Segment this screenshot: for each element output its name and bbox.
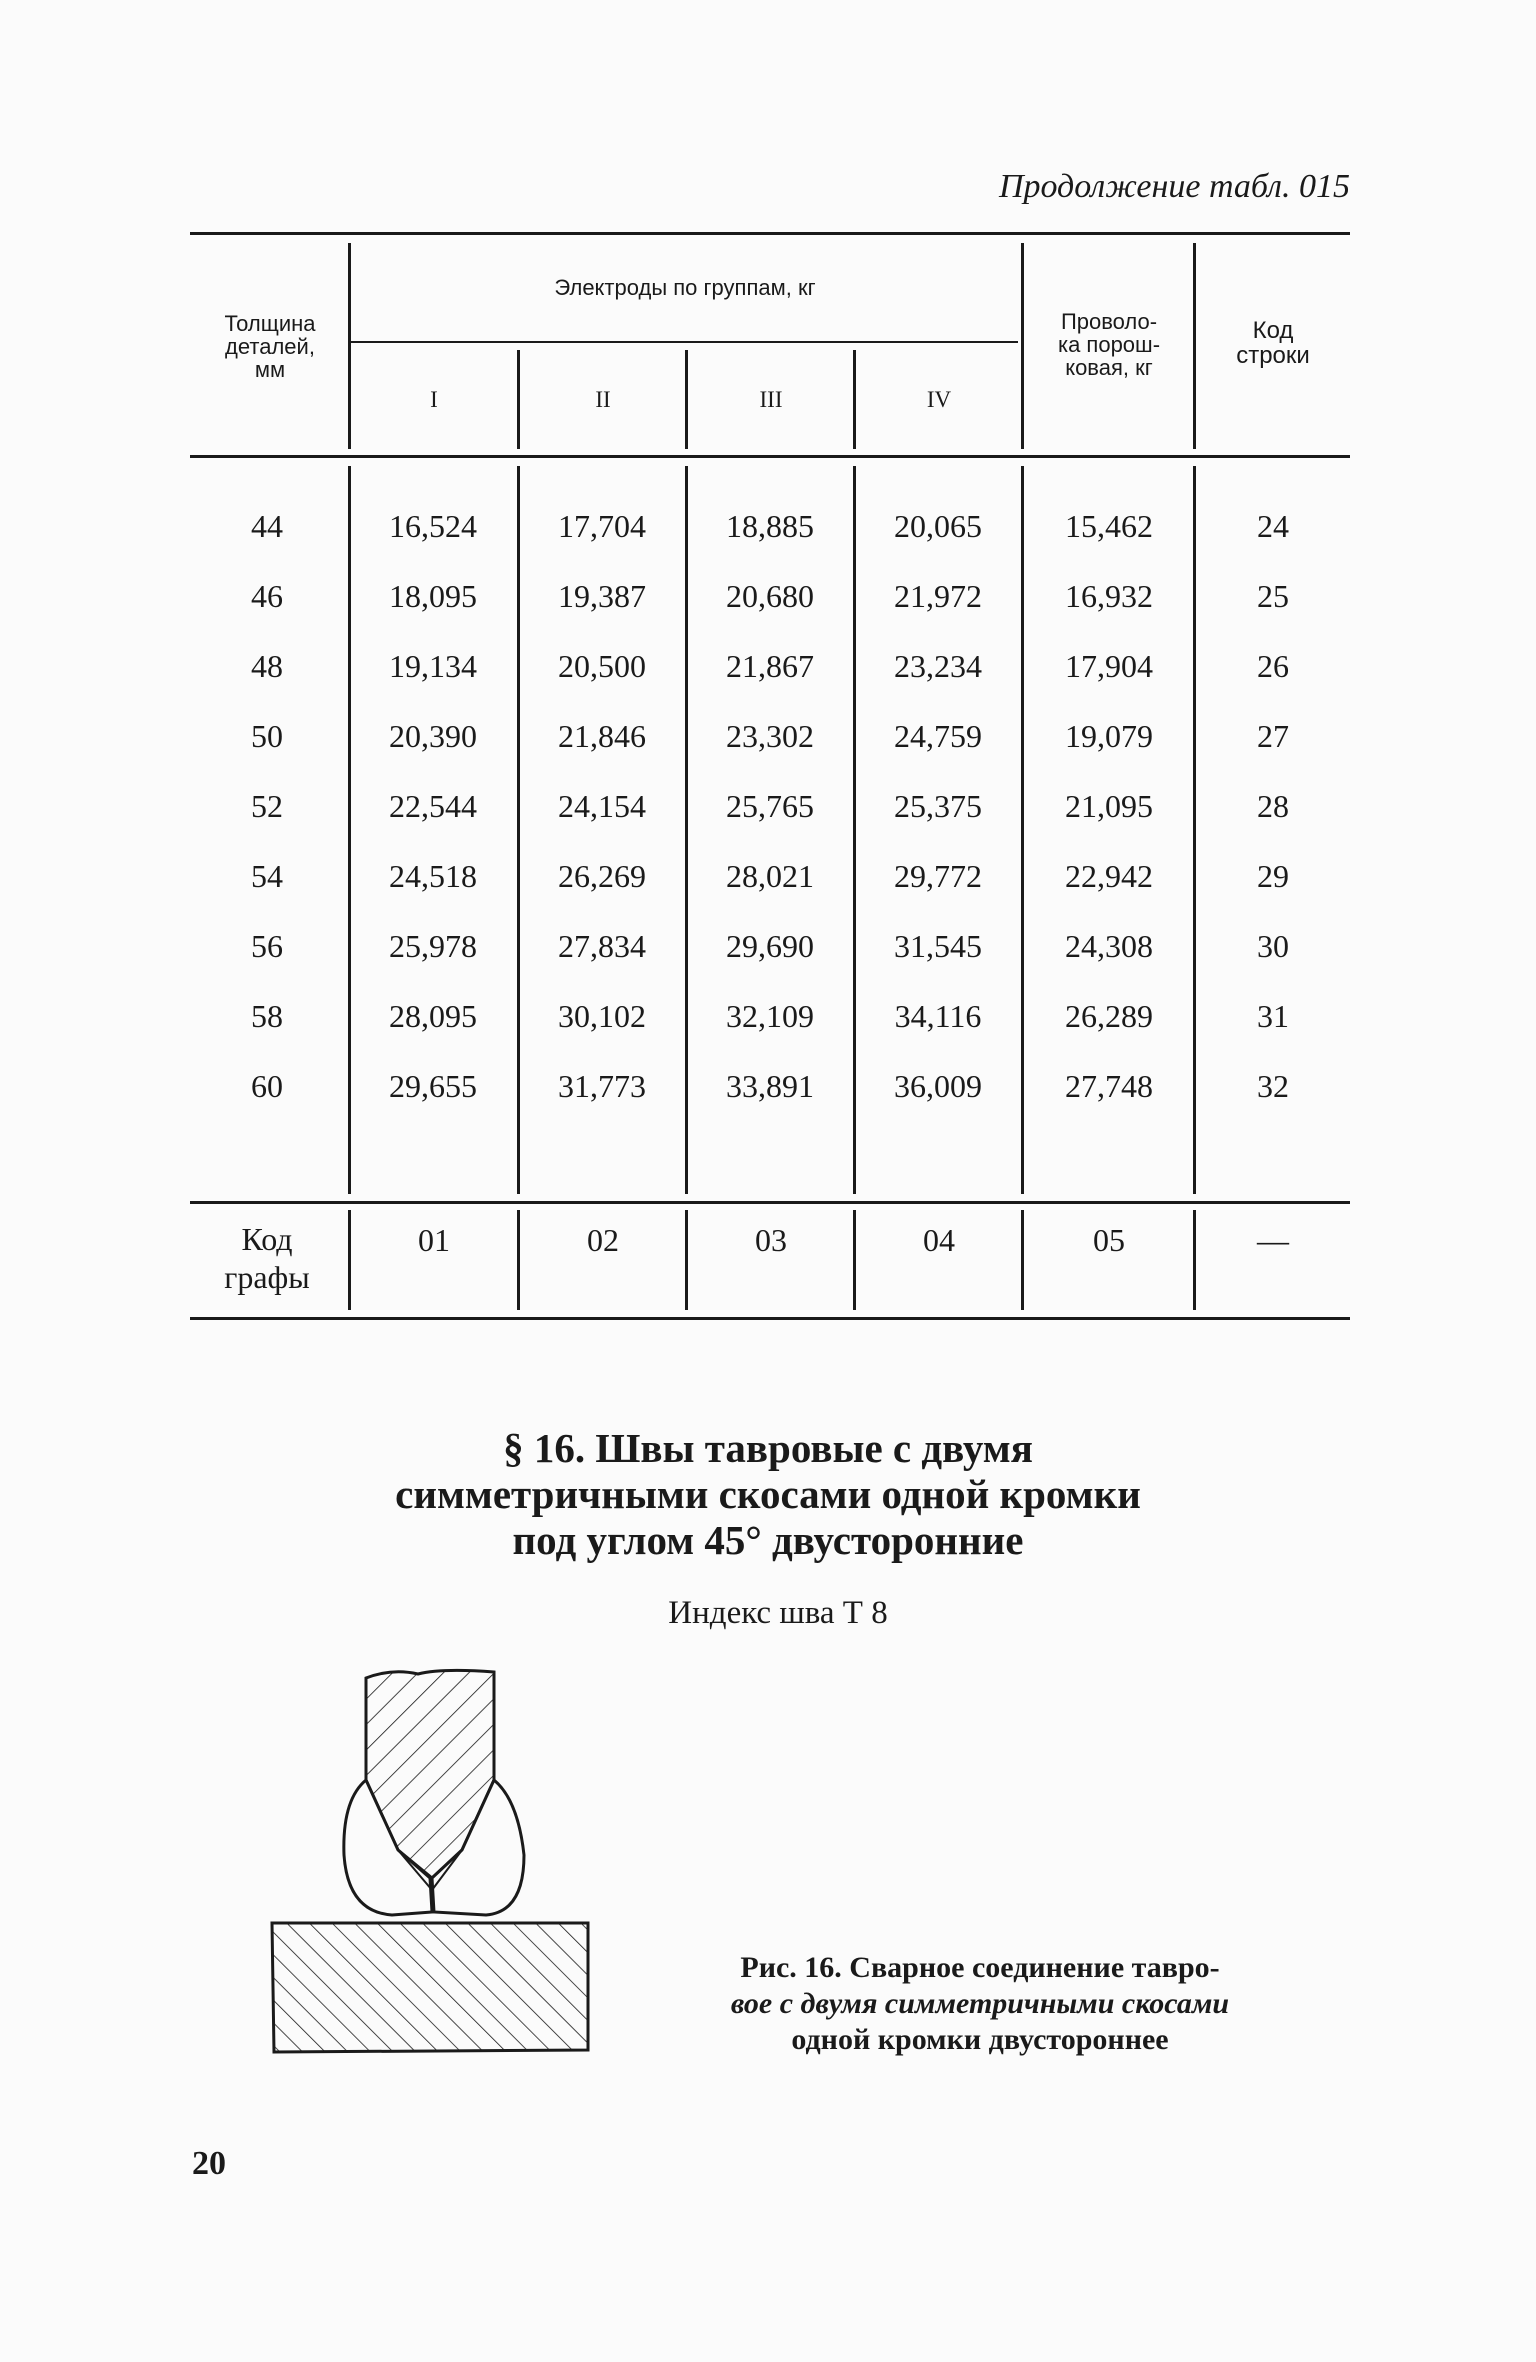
- header-row-code: Код строки: [1236, 317, 1310, 370]
- value-cell: 19,134: [389, 648, 477, 684]
- header-bottom-rule: [190, 455, 1350, 458]
- value-cell: 21,846: [558, 718, 646, 754]
- value-cell: 20,390: [389, 718, 477, 754]
- value-cell: 22,942: [1065, 858, 1153, 894]
- value-cell: 20,500: [558, 648, 646, 684]
- value-cell: 27,748: [1065, 1068, 1153, 1104]
- value-cell: 19,387: [558, 578, 646, 614]
- value-cell: 23,302: [726, 718, 814, 754]
- continuation-label: Продолжение табл. 015: [998, 168, 1350, 205]
- footer-code: 05: [1093, 1222, 1125, 1258]
- value-cell: 22,544: [389, 788, 477, 824]
- value-cell: 16,524: [389, 508, 477, 544]
- section-title-line: под углом 45° двусторонние: [512, 1517, 1024, 1563]
- value-cell: 17,904: [1065, 648, 1153, 684]
- thickness-cell: 56: [251, 928, 283, 964]
- thickness-cell: 60: [251, 1068, 283, 1104]
- value-cell: 26,269: [558, 858, 646, 894]
- value-cell: 32,109: [726, 998, 814, 1034]
- row-code-cell: 31: [1257, 998, 1289, 1034]
- value-cell: 16,932: [1065, 578, 1153, 614]
- row-code-cell: 26: [1257, 648, 1289, 684]
- footer-code: 01: [418, 1222, 450, 1258]
- footer-code: 04: [923, 1222, 955, 1258]
- value-cell: 30,102: [558, 998, 646, 1034]
- header-group-1: I: [430, 387, 438, 412]
- header-thickness: Толщина деталей, мм: [224, 311, 316, 383]
- value-cell: 27,834: [558, 928, 646, 964]
- value-cell: 18,885: [726, 508, 814, 544]
- header-group-3: III: [759, 387, 783, 412]
- value-cell: 20,065: [894, 508, 982, 544]
- header-electrodes: Электроды по группам, кг: [554, 275, 816, 300]
- figure-caption: Рис. 16. Сварное соединение тавро- вое с двумя симметричными скосами одной кромки двустороннее: [730, 1951, 1230, 2056]
- section-title-line: § 16. Швы тавровые с двумя: [503, 1425, 1033, 1471]
- row-code-cell: 32: [1257, 1068, 1289, 1104]
- section-title-line: симметричными скосами одной кромки: [395, 1471, 1141, 1517]
- header-group-4: IV: [926, 387, 952, 412]
- value-cell: 26,289: [1065, 998, 1153, 1034]
- value-cell: 31,545: [894, 928, 982, 964]
- value-cell: 24,518: [389, 858, 477, 894]
- footer-label: Код графы: [224, 1221, 310, 1295]
- value-cell: 15,462: [1065, 508, 1153, 544]
- value-cell: 31,773: [558, 1068, 646, 1104]
- value-cell: 29,772: [894, 858, 982, 894]
- header-wire: Проволо- ка порош- ковая, кг: [1057, 309, 1161, 381]
- thickness-cell: 44: [251, 508, 283, 544]
- weld-joint-figure: [262, 1650, 602, 2060]
- header-group-2: II: [595, 387, 611, 412]
- body-bottom-rule: [190, 1201, 1350, 1204]
- electrodes-sub-rule: [350, 341, 1018, 343]
- value-cell: 28,021: [726, 858, 814, 894]
- value-cell: 18,095: [389, 578, 477, 614]
- row-code-cell: 27: [1257, 718, 1289, 754]
- value-cell: 19,079: [1065, 718, 1153, 754]
- page-number: 20: [192, 2145, 226, 2182]
- thickness-cell: 46: [251, 578, 283, 614]
- value-cell: 21,867: [726, 648, 814, 684]
- value-cell: 25,375: [894, 788, 982, 824]
- value-cell: 21,972: [894, 578, 982, 614]
- thickness-cell: 58: [251, 998, 283, 1034]
- value-cell: 23,234: [894, 648, 982, 684]
- value-cell: 34,116: [894, 998, 982, 1034]
- row-code-cell: 29: [1257, 858, 1289, 894]
- col-divider: [348, 243, 351, 449]
- table-bottom-rule: [190, 1317, 1350, 1320]
- thickness-cell: 52: [251, 788, 283, 824]
- footer-code: 03: [755, 1222, 787, 1258]
- value-cell: 20,680: [726, 578, 814, 614]
- row-code-cell: 28: [1257, 788, 1289, 824]
- row-code-cell: 30: [1257, 928, 1289, 964]
- value-cell: 24,759: [894, 718, 982, 754]
- value-cell: 17,704: [558, 508, 646, 544]
- value-cell: 25,765: [726, 788, 814, 824]
- value-cell: 33,891: [726, 1068, 814, 1104]
- value-cell: 29,690: [726, 928, 814, 964]
- value-cell: 29,655: [389, 1068, 477, 1104]
- value-cell: 36,009: [894, 1068, 982, 1104]
- thickness-cell: 48: [251, 648, 283, 684]
- value-cell: 24,308: [1065, 928, 1153, 964]
- footer-code: 02: [587, 1222, 619, 1258]
- thickness-cell: 54: [251, 858, 283, 894]
- value-cell: 21,095: [1065, 788, 1153, 824]
- base-plate: [272, 1923, 588, 2052]
- row-code-cell: 25: [1257, 578, 1289, 614]
- value-cell: 25,978: [389, 928, 477, 964]
- seam-index: Индекс шва Т 8: [668, 1595, 888, 1631]
- thickness-cell: 50: [251, 718, 283, 754]
- value-cell: 24,154: [558, 788, 646, 824]
- footer-code: —: [1257, 1222, 1289, 1258]
- value-cell: 28,095: [389, 998, 477, 1034]
- table-top-rule: [190, 232, 1350, 235]
- row-code-cell: 24: [1257, 508, 1289, 544]
